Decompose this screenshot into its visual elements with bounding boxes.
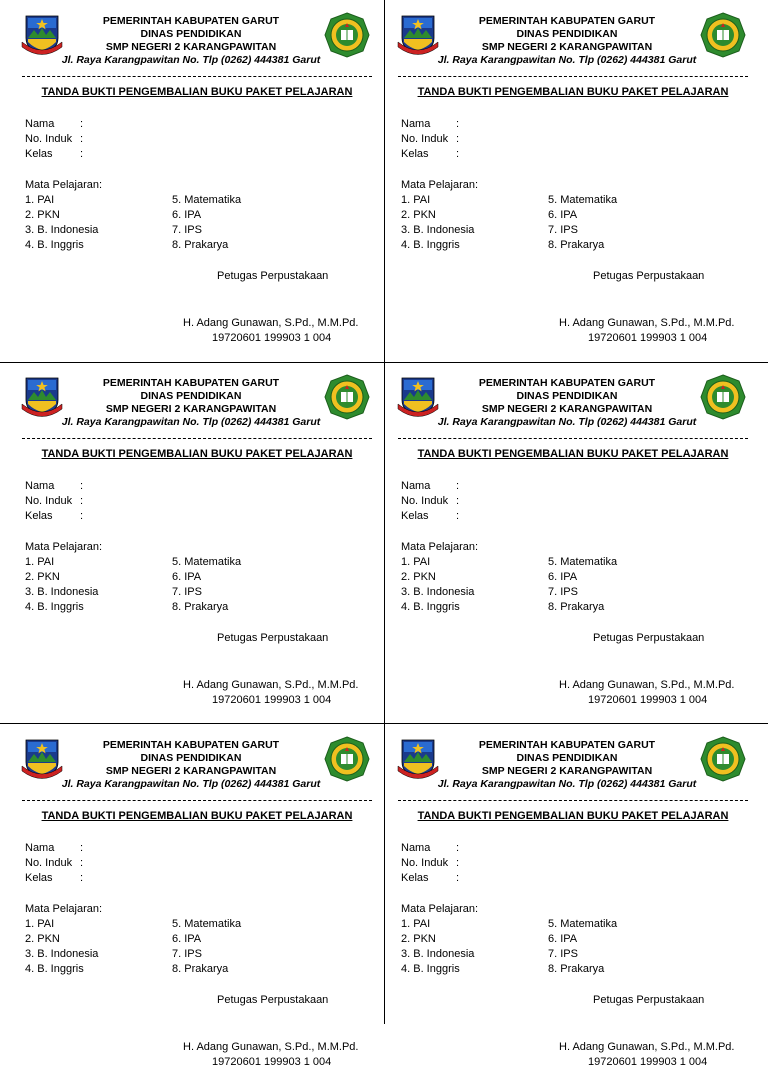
header-divider	[398, 800, 748, 801]
field-colon: :	[80, 480, 84, 492]
subject-item: 2. PKN	[25, 571, 60, 583]
subjects-heading: Mata Pelajaran:	[25, 541, 103, 553]
kabupaten-garut-emblem-icon	[20, 736, 64, 780]
field-colon: :	[80, 133, 84, 145]
header-department: DINAS PENDIDIKAN	[140, 752, 242, 764]
school-seal-icon	[700, 12, 746, 58]
kabupaten-garut-emblem-icon	[396, 12, 440, 56]
school-seal-icon	[324, 374, 370, 420]
header-government: PEMERINTAH KABUPATEN GARUT	[478, 15, 656, 27]
subject-item: 7. IPS	[548, 224, 578, 236]
subject-item: 3. B. Indonesia	[401, 586, 475, 598]
subject-item: 8. Prakarya	[548, 601, 605, 613]
subject-item: 7. IPS	[548, 948, 578, 960]
subjects-heading: Mata Pelajaran:	[25, 179, 103, 191]
subject-item: 6. IPA	[548, 571, 578, 583]
subject-item: 3. B. Indonesia	[25, 948, 99, 960]
field-label-no-induk: No. Induk	[401, 857, 449, 869]
header-address: Jl. Raya Karangpawitan No. Tlp (0262) 444381 Garut	[437, 54, 697, 66]
subject-item: 2. PKN	[25, 209, 60, 221]
subject-item: 1. PAI	[25, 918, 55, 930]
subject-item: 7. IPS	[172, 948, 202, 960]
subject-item: 4. B. Inggris	[401, 601, 460, 613]
field-colon: :	[456, 872, 460, 884]
officer-nip: 19720601 199903 1 004	[212, 1056, 332, 1068]
subject-item: 5. Matematika	[172, 556, 242, 568]
subjects-heading: Mata Pelajaran:	[401, 179, 479, 191]
subject-item: 3. B. Indonesia	[401, 948, 475, 960]
subjects-heading: Mata Pelajaran:	[401, 903, 479, 915]
school-seal-icon	[324, 12, 370, 58]
header-school: SMP NEGERI 2 KARANGPAWITAN	[481, 41, 653, 53]
field-colon: :	[80, 857, 84, 869]
header-address: Jl. Raya Karangpawitan No. Tlp (0262) 444381 Garut	[61, 416, 321, 428]
field-label-kelas: Kelas	[25, 872, 53, 884]
subject-item: 6. IPA	[548, 933, 578, 945]
field-colon: :	[80, 842, 84, 854]
field-colon: :	[80, 872, 84, 884]
field-label-no-induk: No. Induk	[25, 133, 73, 145]
officer-nip: 19720601 199903 1 004	[588, 1056, 708, 1068]
header-government: PEMERINTAH KABUPATEN GARUT	[102, 377, 280, 389]
field-colon: :	[80, 510, 84, 522]
subject-item: 6. IPA	[172, 933, 202, 945]
field-label-no-induk: No. Induk	[25, 857, 73, 869]
slip-title: TANDA BUKTI PENGEMBALIAN BUKU PAKET PELAJARAN	[41, 86, 353, 98]
officer-title: Petugas Perpustakaan	[217, 270, 329, 282]
subject-item: 1. PAI	[401, 918, 431, 930]
field-colon: :	[456, 148, 460, 160]
slip-title: TANDA BUKTI PENGEMBALIAN BUKU PAKET PELAJARAN	[417, 448, 729, 460]
field-colon: :	[80, 148, 84, 160]
slip-title: TANDA BUKTI PENGEMBALIAN BUKU PAKET PELAJARAN	[417, 810, 729, 822]
subject-item: 7. IPS	[172, 224, 202, 236]
slip-title: TANDA BUKTI PENGEMBALIAN BUKU PAKET PELAJARAN	[417, 86, 729, 98]
field-label-nama: Nama	[25, 842, 55, 854]
header-school: SMP NEGERI 2 KARANGPAWITAN	[105, 403, 277, 415]
subjects-heading: Mata Pelajaran:	[401, 541, 479, 553]
officer-title: Petugas Perpustakaan	[593, 632, 705, 644]
officer-nip: 19720601 199903 1 004	[212, 694, 332, 706]
officer-name: H. Adang Gunawan, S.Pd., M.M.Pd.	[183, 679, 359, 691]
officer-name: H. Adang Gunawan, S.Pd., M.M.Pd.	[183, 1041, 359, 1053]
subject-item: 8. Prakarya	[172, 239, 229, 251]
subject-item: 8. Prakarya	[548, 963, 605, 975]
subject-item: 4. B. Inggris	[401, 239, 460, 251]
subject-item: 6. IPA	[548, 209, 578, 221]
officer-nip: 19720601 199903 1 004	[212, 332, 332, 344]
field-label-nama: Nama	[25, 480, 55, 492]
field-label-nama: Nama	[401, 480, 431, 492]
officer-nip: 19720601 199903 1 004	[588, 694, 708, 706]
kabupaten-garut-emblem-icon	[396, 374, 440, 418]
header-school: SMP NEGERI 2 KARANGPAWITAN	[105, 41, 277, 53]
subject-item: 2. PKN	[401, 933, 436, 945]
officer-name: H. Adang Gunawan, S.Pd., M.M.Pd.	[559, 679, 735, 691]
officer-name: H. Adang Gunawan, S.Pd., M.M.Pd.	[183, 317, 359, 329]
return-receipt-slip	[376, 0, 760, 362]
subject-item: 5. Matematika	[548, 918, 618, 930]
kabupaten-garut-emblem-icon	[396, 736, 440, 780]
field-label-nama: Nama	[25, 118, 55, 130]
subject-item: 3. B. Indonesia	[25, 586, 99, 598]
subject-item: 2. PKN	[25, 933, 60, 945]
subject-item: 4. B. Inggris	[25, 601, 84, 613]
field-label-nama: Nama	[401, 118, 431, 130]
header-government: PEMERINTAH KABUPATEN GARUT	[102, 15, 280, 27]
header-government: PEMERINTAH KABUPATEN GARUT	[102, 739, 280, 751]
subjects-heading: Mata Pelajaran:	[25, 903, 103, 915]
header-address: Jl. Raya Karangpawitan No. Tlp (0262) 444381 Garut	[61, 778, 321, 790]
officer-title: Petugas Perpustakaan	[593, 270, 705, 282]
subject-item: 5. Matematika	[548, 194, 618, 206]
header-department: DINAS PENDIDIKAN	[516, 28, 618, 40]
subject-item: 2. PKN	[401, 209, 436, 221]
field-colon: :	[456, 133, 460, 145]
return-receipt-slip	[0, 362, 384, 724]
school-seal-icon	[324, 736, 370, 782]
subject-item: 5. Matematika	[172, 194, 242, 206]
school-seal-icon	[700, 374, 746, 420]
subject-item: 3. B. Indonesia	[401, 224, 475, 236]
officer-nip: 19720601 199903 1 004	[588, 332, 708, 344]
slip-title: TANDA BUKTI PENGEMBALIAN BUKU PAKET PELAJARAN	[41, 448, 353, 460]
field-label-no-induk: No. Induk	[401, 495, 449, 507]
officer-name: H. Adang Gunawan, S.Pd., M.M.Pd.	[559, 317, 735, 329]
subject-item: 1. PAI	[401, 194, 431, 206]
officer-title: Petugas Perpustakaan	[217, 632, 329, 644]
field-colon: :	[456, 480, 460, 492]
field-colon: :	[456, 495, 460, 507]
header-address: Jl. Raya Karangpawitan No. Tlp (0262) 444381 Garut	[437, 416, 697, 428]
field-colon: :	[80, 118, 84, 130]
header-department: DINAS PENDIDIKAN	[516, 752, 618, 764]
header-divider	[398, 438, 748, 439]
subject-item: 5. Matematika	[172, 918, 242, 930]
field-colon: :	[80, 495, 84, 507]
header-government: PEMERINTAH KABUPATEN GARUT	[478, 739, 656, 751]
header-school: SMP NEGERI 2 KARANGPAWITAN	[481, 765, 653, 777]
return-receipt-slip	[376, 362, 760, 724]
return-receipt-slip	[376, 724, 760, 1068]
field-label-kelas: Kelas	[401, 510, 429, 522]
field-label-no-induk: No. Induk	[401, 133, 449, 145]
return-receipt-slip	[0, 0, 384, 362]
subject-item: 4. B. Inggris	[25, 239, 84, 251]
subject-item: 6. IPA	[172, 209, 202, 221]
field-colon: :	[456, 842, 460, 854]
header-school: SMP NEGERI 2 KARANGPAWITAN	[481, 403, 653, 415]
school-seal-icon	[700, 736, 746, 782]
subject-item: 4. B. Inggris	[25, 963, 84, 975]
subject-item: 3. B. Indonesia	[25, 224, 99, 236]
kabupaten-garut-emblem-icon	[20, 374, 64, 418]
officer-name: H. Adang Gunawan, S.Pd., M.M.Pd.	[559, 1041, 735, 1053]
field-colon: :	[456, 857, 460, 869]
field-label-kelas: Kelas	[401, 872, 429, 884]
field-label-kelas: Kelas	[25, 148, 53, 160]
header-divider	[22, 76, 372, 77]
field-label-kelas: Kelas	[25, 510, 53, 522]
subject-item: 1. PAI	[25, 194, 55, 206]
field-colon: :	[456, 118, 460, 130]
header-department: DINAS PENDIDIKAN	[516, 390, 618, 402]
kabupaten-garut-emblem-icon	[20, 12, 64, 56]
subject-item: 8. Prakarya	[548, 239, 605, 251]
field-label-kelas: Kelas	[401, 148, 429, 160]
header-divider	[22, 800, 372, 801]
header-address: Jl. Raya Karangpawitan No. Tlp (0262) 444381 Garut	[61, 54, 321, 66]
header-government: PEMERINTAH KABUPATEN GARUT	[478, 377, 656, 389]
field-label-nama: Nama	[401, 842, 431, 854]
field-label-no-induk: No. Induk	[25, 495, 73, 507]
header-divider	[22, 438, 372, 439]
return-receipt-slip	[0, 724, 384, 1068]
subject-item: 8. Prakarya	[172, 963, 229, 975]
slip-title: TANDA BUKTI PENGEMBALIAN BUKU PAKET PELAJARAN	[41, 810, 353, 822]
subject-item: 4. B. Inggris	[401, 963, 460, 975]
header-address: Jl. Raya Karangpawitan No. Tlp (0262) 444381 Garut	[437, 778, 697, 790]
subject-item: 2. PKN	[401, 571, 436, 583]
subject-item: 8. Prakarya	[172, 601, 229, 613]
header-department: DINAS PENDIDIKAN	[140, 28, 242, 40]
officer-title: Petugas Perpustakaan	[217, 994, 329, 1006]
subject-item: 7. IPS	[172, 586, 202, 598]
subject-item: 1. PAI	[25, 556, 55, 568]
subject-item: 1. PAI	[401, 556, 431, 568]
header-divider	[398, 76, 748, 77]
field-colon: :	[456, 510, 460, 522]
subject-item: 7. IPS	[548, 586, 578, 598]
subject-item: 6. IPA	[172, 571, 202, 583]
header-department: DINAS PENDIDIKAN	[140, 390, 242, 402]
header-school: SMP NEGERI 2 KARANGPAWITAN	[105, 765, 277, 777]
officer-title: Petugas Perpustakaan	[593, 994, 705, 1006]
subject-item: 5. Matematika	[548, 556, 618, 568]
